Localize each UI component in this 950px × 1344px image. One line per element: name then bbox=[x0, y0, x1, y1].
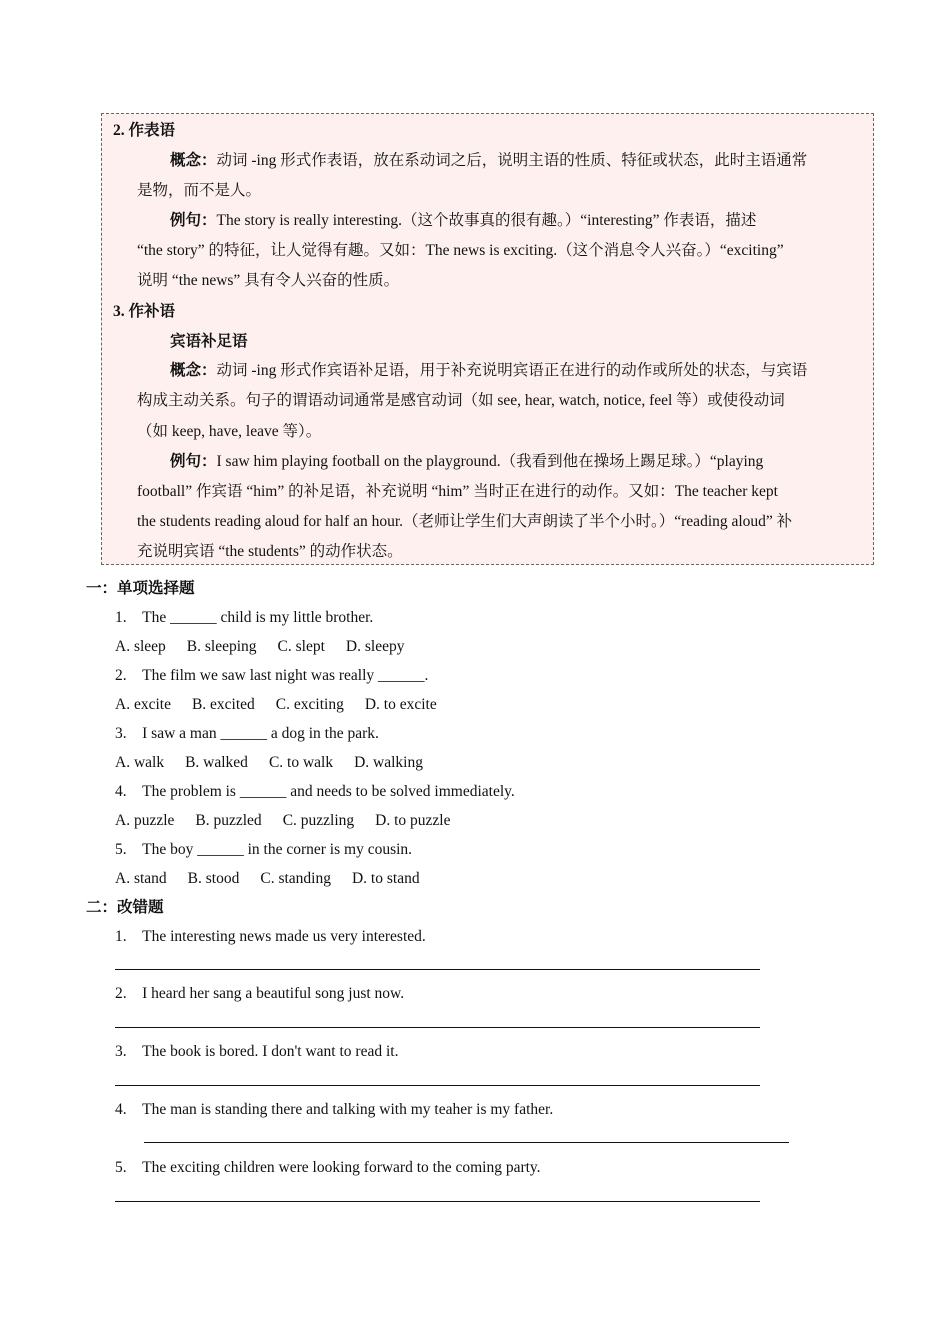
mc-question-2: 2. The film we saw last night was really ______. bbox=[115, 667, 429, 684]
complement-example-line-2: football” 作宾语 “him” 的补足语，补充说明 “him” 当时正在进行的动作。又如：The teacher kept bbox=[137, 483, 778, 500]
option-d[interactable]: D. to puzzle bbox=[375, 812, 451, 829]
section-2-title: 二：改错题 bbox=[86, 899, 164, 916]
complement-example-line-3: the students reading aloud for half an hour.（老师让学生们大声朗读了半个小时。）“reading aloud” 补 bbox=[137, 513, 793, 530]
option-a[interactable]: A. puzzle bbox=[115, 812, 175, 829]
option-b[interactable]: B. puzzled bbox=[195, 812, 262, 829]
option-c[interactable]: C. puzzling bbox=[282, 812, 355, 829]
section-1-title: 一：单项选择题 bbox=[86, 580, 195, 597]
option-d[interactable]: D. walking bbox=[354, 754, 423, 771]
complement-concept-line-3: （如 keep, have, leave 等）。 bbox=[137, 423, 322, 440]
mc-options-5 bbox=[115, 869, 441, 889]
mc-options-3 bbox=[115, 753, 444, 773]
predicative-example-line-3: 说明 “the news” 具有令人兴奋的性质。 bbox=[137, 272, 400, 289]
predicative-heading: 2. 作表语 bbox=[113, 122, 176, 139]
option-d[interactable]: D. sleepy bbox=[345, 638, 405, 655]
complement-heading: 3. 作补语 bbox=[113, 303, 176, 320]
complement-concept-line-2: 构成主动关系。句子的谓语动词通常是感官动词（如 see, hear, watch, notice, feel 等）或使役动词 bbox=[137, 392, 785, 409]
answer-line-4[interactable] bbox=[144, 1142, 789, 1143]
mc-options-4 bbox=[115, 811, 471, 831]
option-d[interactable]: D. to stand bbox=[351, 870, 420, 887]
option-d[interactable]: D. to excite bbox=[364, 696, 437, 713]
option-a[interactable]: A. walk bbox=[115, 754, 165, 771]
option-c[interactable]: C. exciting bbox=[275, 696, 344, 713]
option-c[interactable]: C. to walk bbox=[268, 754, 334, 771]
complement-example-line-4: 充说明宾语 “the students” 的动作状态。 bbox=[137, 543, 403, 560]
correction-item-4: 4. The man is standing there and talking with my teaher is my father. bbox=[115, 1101, 554, 1118]
answer-line-5[interactable] bbox=[115, 1201, 760, 1202]
option-b[interactable]: B. sleeping bbox=[186, 638, 257, 655]
answer-line-1[interactable] bbox=[115, 969, 760, 970]
option-b[interactable]: B. stood bbox=[187, 870, 240, 887]
mc-question-1: 1. The ______ child is my little brother. bbox=[115, 609, 374, 626]
option-c[interactable]: C. slept bbox=[277, 638, 325, 655]
example-label: 例句： bbox=[170, 453, 217, 470]
option-a[interactable]: A. excite bbox=[115, 696, 171, 713]
option-a[interactable]: A. stand bbox=[115, 870, 167, 887]
predicative-concept-line-2: 是物，而不是人。 bbox=[137, 182, 262, 199]
example-label: 例句： bbox=[170, 212, 217, 229]
correction-item-3: 3. The book is bored. I don't want to read it. bbox=[115, 1043, 399, 1060]
mc-question-3: 3. I saw a man ______ a dog in the park. bbox=[115, 725, 379, 742]
answer-line-2[interactable] bbox=[115, 1027, 760, 1028]
mc-options-2 bbox=[115, 695, 458, 715]
correction-item-1: 1. The interesting news made us very interested. bbox=[115, 928, 426, 945]
concept-label: 概念： bbox=[170, 362, 217, 379]
mc-options-1 bbox=[115, 637, 425, 657]
answer-line-3[interactable] bbox=[115, 1085, 760, 1086]
concept-label: 概念： bbox=[170, 152, 217, 169]
mc-question-4: 4. The problem is ______ and needs to be solved immediately. bbox=[115, 783, 515, 800]
option-c[interactable]: C. standing bbox=[260, 870, 331, 887]
mc-question-5: 5. The boy ______ in the corner is my cousin. bbox=[115, 841, 413, 858]
complement-example-line-1: 例句：I saw him playing football on the playground.（我看到他在操场上踢足球。）“playing bbox=[170, 453, 764, 470]
predicative-example-line-1: 例句：The story is really interesting.（这个故事真的很有趣。）“interesting” 作表语，描述 bbox=[170, 212, 757, 229]
correction-item-2: 2. I heard her sang a beautiful song just now. bbox=[115, 985, 405, 1002]
predicative-example-line-2: “the story” 的特征，让人觉得有趣。又如：The news is exciting.（这个消息令人兴奋。）“exciting” bbox=[137, 242, 784, 259]
complement-concept-line-1: 概念：动词 -ing 形式作宾语补足语，用于补充说明宾语正在进行的动作或所处的状态，与宾语 bbox=[170, 362, 808, 379]
predicative-concept-line-1: 概念：动词 -ing 形式作表语，放在系动词之后，说明主语的性质、特征或状态，此时主语通常 bbox=[170, 152, 808, 169]
complement-subheading: 宾语补足语 bbox=[170, 333, 248, 350]
option-a[interactable]: A. sleep bbox=[115, 638, 166, 655]
option-b[interactable]: B. excited bbox=[191, 696, 255, 713]
option-b[interactable]: B. walked bbox=[185, 754, 248, 771]
correction-item-5: 5. The exciting children were looking forward to the coming party. bbox=[115, 1159, 541, 1176]
